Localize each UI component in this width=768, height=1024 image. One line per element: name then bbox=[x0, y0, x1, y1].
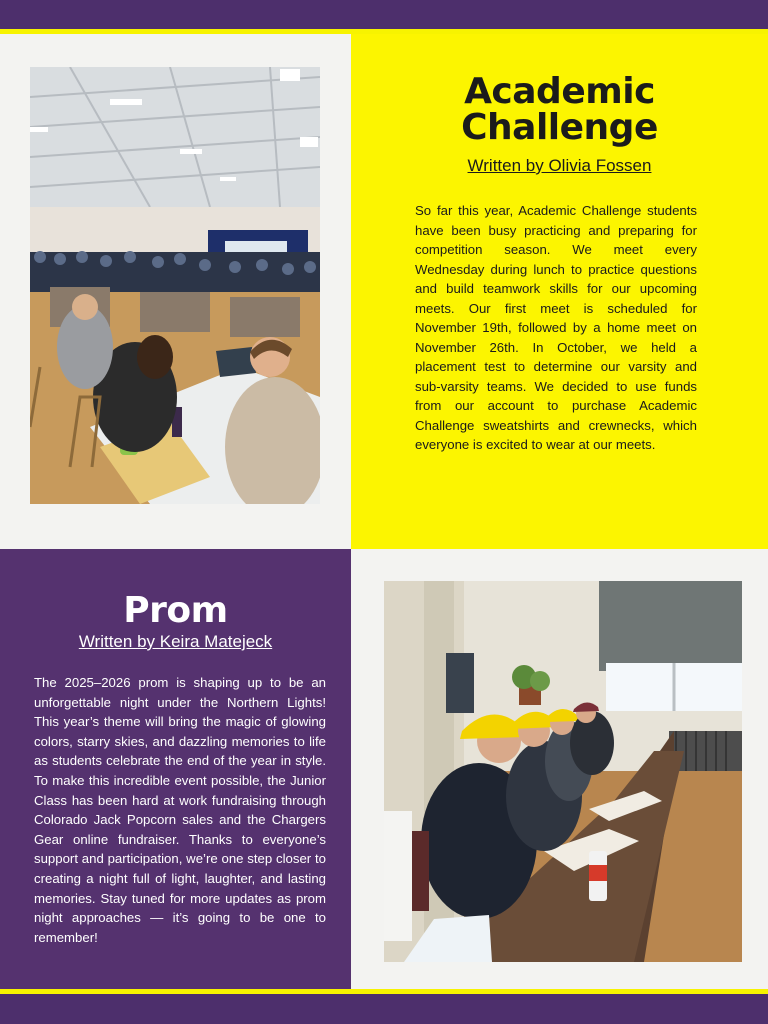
title-line-2: Challenge bbox=[461, 107, 658, 148]
bottom-banner bbox=[0, 994, 768, 1024]
prom-byline: Written by Keira Matejeck bbox=[78, 632, 273, 651]
top-banner bbox=[0, 0, 768, 29]
academic-challenge-article: So far this year, Academic Challenge students have been busy practicing and preparing for competition season. We meet every Wednesday during lunch to practice questions and build teamwork skills for our upcoming meets. Our first meet is scheduled for November 19th, followed by a home meet on November 26th. In October, we held a placement test to determine our varsity and sub-varsity teams. We decided to use funds from our account to purchase Academic Challenge sweatshirts and crewnecks, which everyone is excited to wear at our meets. bbox=[415, 203, 697, 452]
prom-title: Prom bbox=[123, 590, 228, 631]
prom-article: The 2025–2026 prom is shaping up to be an unforgettable night under the Northern Lights! This year’s theme will bring the magic of glowing colors, starry skies, and dazzling memories to life as students celebrate the end of the year in style. To make this incredible event possible, the Junior Class has been hard at work fundraising through Colorado Jack Popcorn sales and the Chargers Gear online fundraiser. Thanks to everyone’s support and participation, we’re one step closer to creating a night full of light, laughter, and lasting memories. Stay tuned for more updates as prom night approaches — it’s going to be one to remember! bbox=[34, 675, 326, 945]
academic-challenge-title bbox=[351, 71, 768, 148]
academic-challenge-photo bbox=[30, 67, 320, 504]
academic-challenge-byline: Written by Olivia Fossen bbox=[467, 156, 652, 175]
title-line-1: Academic bbox=[464, 71, 655, 112]
classroom-hard-hats-photo bbox=[384, 581, 742, 962]
